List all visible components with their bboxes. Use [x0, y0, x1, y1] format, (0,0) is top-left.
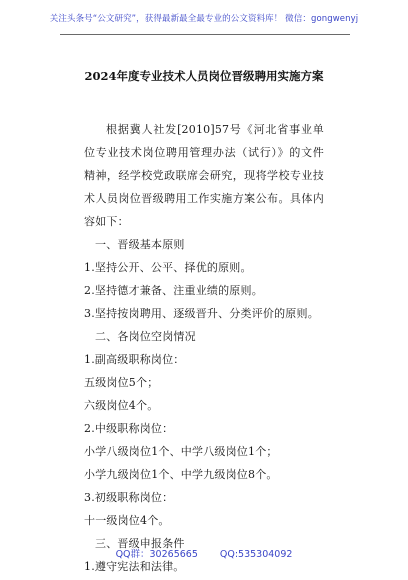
contact-footer	[0, 546, 408, 560]
document-title: 2024年度专业技术人员岗位晋级聘用实施方案	[84, 69, 324, 83]
list-item: 小学九级岗位1个、中学九级岗位8个。	[84, 468, 278, 481]
list-item: 1.副高级职称岗位：	[84, 353, 185, 366]
list-item: 3.坚持按岗聘用、逐级晋升、分类评价的原则。	[84, 307, 319, 320]
section-heading: 一、晋级基本原则	[95, 238, 185, 251]
list-item: 十一级岗位4个。	[84, 514, 170, 527]
document-body	[84, 118, 324, 578]
list-item: 五级岗位5个；	[84, 376, 159, 389]
list-item: 1.坚持公开、公平、择优的原则。	[84, 261, 252, 274]
intro-paragraph: 根据冀人社发[2010]57号《河北省事业单位专业技术岗位聘用管理办法（试行）》的文件精神，经学校党政联席会研究，现将学校专业技术人员岗位晋级聘用工作实施方案公布。具体内容如下：	[84, 123, 324, 228]
list-item: 3.初级职称岗位：	[84, 491, 174, 504]
qq-number-text: QQ:535304092	[219, 549, 293, 560]
section-heading: 二、各岗位空岗情况	[95, 330, 196, 343]
list-item: 2.坚持德才兼备、注重业绩的原则。	[84, 284, 263, 297]
list-item: 六级岗位4个。	[84, 399, 159, 412]
qq-group-text: QQ群：30265665	[115, 549, 198, 560]
list-item: 小学八级岗位1个、中学八级岗位1个；	[84, 445, 278, 458]
header-divider	[60, 34, 350, 35]
list-item: 2.中级职称岗位：	[84, 422, 174, 435]
section-heading: 三、晋级申报条件	[95, 537, 185, 550]
list-item: 1.遵守宪法和法律。	[84, 560, 185, 573]
promo-header: 关注头条号“公文研究”，获得最新最全最专业的公文资料库！ 微信：gongwenyj	[49, 14, 359, 24]
